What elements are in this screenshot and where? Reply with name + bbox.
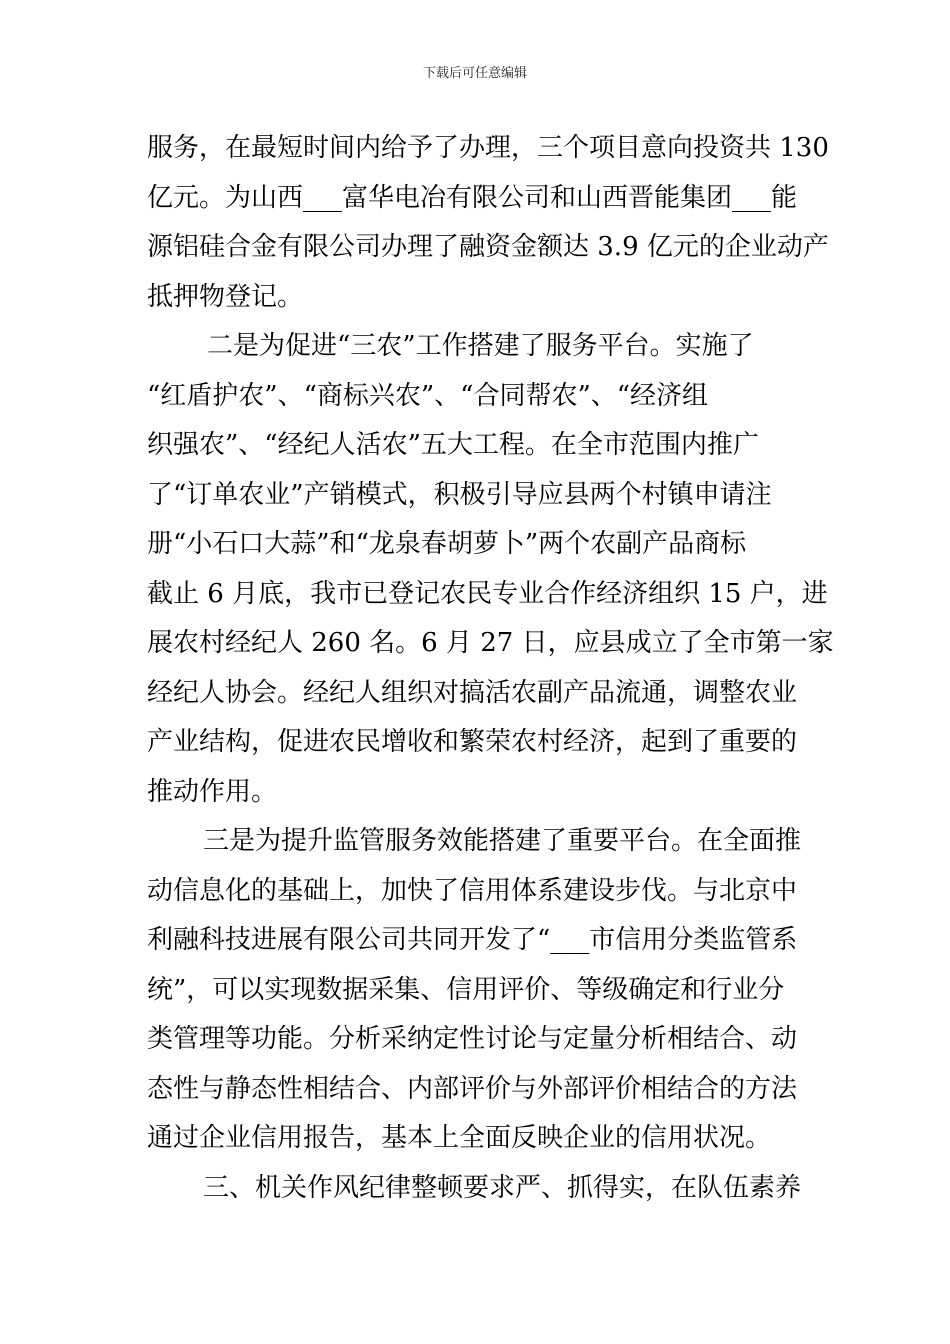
text-line: 产业结构，促进农民增收和繁荣农村经济，起到了重要的 <box>147 727 798 757</box>
paragraph-4 <box>147 1164 807 1214</box>
paragraph-1 <box>147 124 829 322</box>
text-line: 抵押物登记。 <box>147 281 304 312</box>
text-line: 通过企业信用报告，基本上全面反映企业的信用状况。 <box>147 1123 772 1153</box>
page-header: 下载后可任意编辑 <box>422 66 527 81</box>
text-line: 三、机关作风纪律整顿要求严、抓得实，在队伍素养 <box>203 1172 802 1203</box>
text-line: “红盾护农”、“商标兴农”、“合同帮农”、“经济组 <box>147 380 709 411</box>
text-line: 类管理等功能。分析采纳定性讨论与定量分析相结合、动 <box>147 1024 798 1054</box>
document-body <box>147 124 834 1213</box>
text-line: 截止 6 月底，我市已登记农民专业合作经济组织 15 户，进 <box>147 578 828 609</box>
text-line: 织强农”、“经纪人活农”五大工程。在全市范围内推广 <box>147 430 759 460</box>
text-line: 了“订单农业”产销模式，积极引导应县两个村镇申请注 <box>147 479 772 510</box>
text-line: 动信息化的基础上，加快了信用体系建设步伐。与北京中 <box>147 875 798 906</box>
paragraph-3 <box>147 817 807 1164</box>
paragraph-2 <box>147 322 834 817</box>
text-line: 态性与静态性相结合、内部评价与外部评价相结合的方法 <box>147 1073 798 1104</box>
text-line: 经纪人协会。经纪人组织对搞活农副产品流通，调整农业 <box>147 677 798 708</box>
text-line: 展农村经纪人 260 名。6 月 27 日，应县成立了全市第一家 <box>147 628 834 658</box>
text-line: 三是为提升监管服务效能搭建了重要平台。在全面推 <box>203 826 802 856</box>
text-line: 源铝硅合金有限公司办理了融资金额达 3.9 亿元的企业动产 <box>147 232 829 262</box>
text-line: 服务，在最短时间内给予了办理，三个项目意向投资共 130 <box>147 133 829 163</box>
text-line: 册“小石口大蒜”和“龙泉春胡萝卜”两个农副产品商标 <box>147 529 747 559</box>
text-line: 二是为促进“三农”工作搭建了服务平台。实施了 <box>207 331 754 361</box>
text-line: 推动作用。 <box>147 776 278 807</box>
text-line: 统”，可以实现数据采集、信用评价、等级确定和行业分 <box>147 974 785 1005</box>
text-line: 亿元。为山西___富华电冶有限公司和山西晋能集团___能 <box>147 182 798 213</box>
text-line: 利融科技进展有限公司共同开发了“___市信用分类监管系 <box>147 925 798 955</box>
